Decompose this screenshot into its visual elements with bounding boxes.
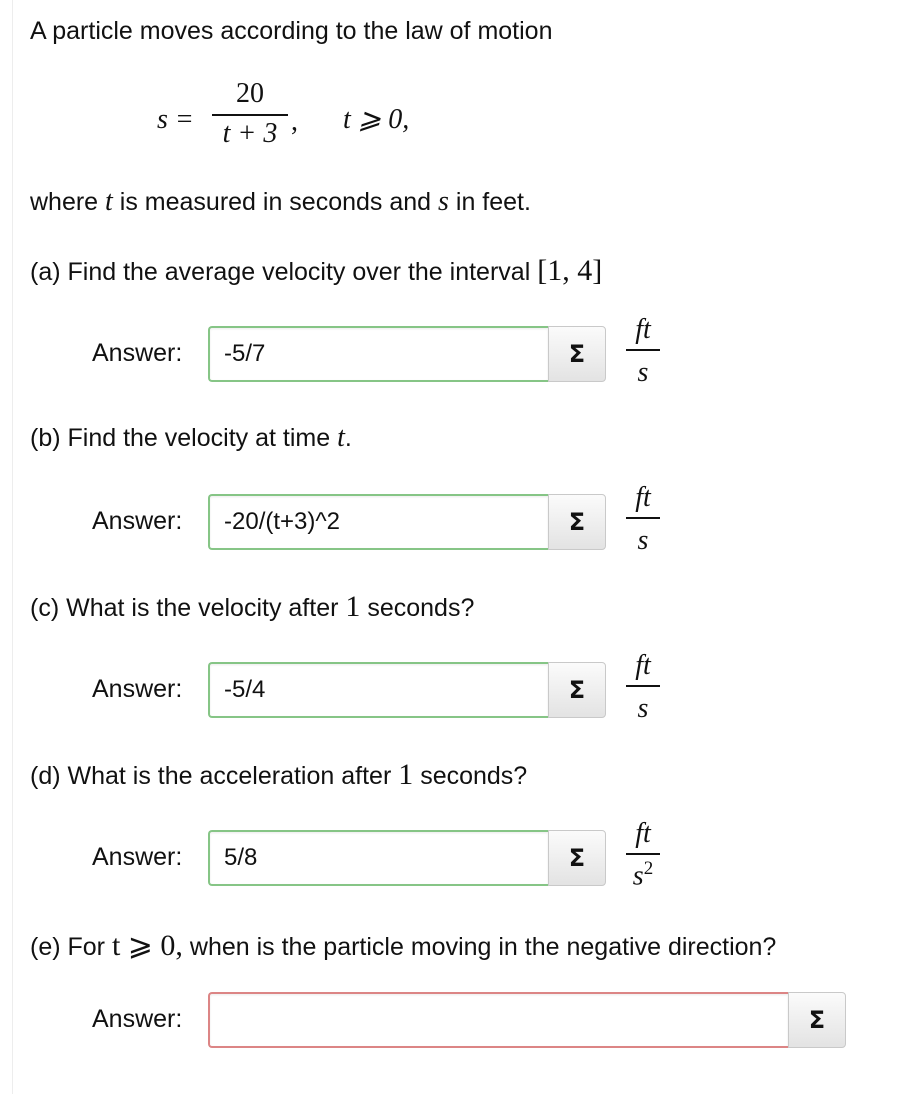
- question-c-prompt: [30, 590, 474, 624]
- question-e-condition: t ⩾ 0,: [111, 929, 183, 962]
- answer-b-unit: [626, 484, 660, 555]
- unit-d-numerator: ft: [635, 818, 651, 849]
- question-c-text: (c) What is the velocity after: [30, 594, 339, 622]
- unit-a-bar: [626, 349, 660, 351]
- question-d-suffix: seconds?: [420, 762, 528, 790]
- where-middle: is measured in seconds and: [119, 188, 432, 216]
- unit-c-denominator: s: [637, 692, 649, 724]
- question-b-text: (b) Find the velocity at time: [30, 424, 331, 452]
- sigma-icon: Σ: [568, 676, 586, 704]
- question-c-value: 1: [345, 590, 361, 623]
- unit-d-bar: [626, 853, 660, 855]
- intro-text: A particle moves according to the law of motion: [30, 17, 553, 45]
- answer-a-unit: [626, 316, 660, 387]
- unit-a-numerator: ft: [635, 314, 651, 345]
- answer-a-input[interactable]: -5/7: [208, 326, 548, 382]
- unit-b-bar: [626, 517, 660, 519]
- formula-lhs: s =: [157, 104, 194, 135]
- question-b-suffix: .: [344, 424, 352, 452]
- answer-a-label: Answer:: [92, 339, 183, 367]
- answer-c-label: Answer:: [92, 675, 183, 703]
- question-c-suffix: seconds?: [367, 594, 475, 622]
- question-b-var: t: [337, 422, 345, 453]
- formula-numerator: 20: [236, 78, 264, 109]
- answer-e-input[interactable]: [208, 992, 788, 1048]
- answer-d-label: Answer:: [92, 843, 183, 871]
- unit-b-numerator: ft: [635, 482, 651, 513]
- answer-b-label: Answer:: [92, 507, 183, 535]
- var-s: s: [438, 186, 449, 217]
- sigma-icon: Σ: [568, 508, 586, 536]
- answer-d-input[interactable]: 5/8: [208, 830, 548, 886]
- answer-c-unit: [626, 652, 660, 723]
- unit-c-numerator: ft: [635, 650, 651, 681]
- where-statement: [30, 186, 531, 218]
- answer-e-label: Answer:: [92, 1005, 183, 1033]
- var-t: t: [105, 186, 113, 217]
- formula-fraction: [212, 80, 288, 148]
- question-a-prompt: [30, 254, 602, 288]
- question-b-prompt: [30, 422, 352, 454]
- formula-denominator: t + 3: [222, 117, 278, 149]
- question-e-suffix: when is the particle moving in the negative direction?: [189, 933, 777, 961]
- question-d-value: 1: [398, 758, 414, 791]
- unit-d-exponent: 2: [643, 857, 654, 879]
- answer-d-equation-editor-button[interactable]: [548, 830, 606, 886]
- answer-b-input[interactable]: -20/(t+3)^2: [208, 494, 548, 550]
- where-prefix: where: [30, 188, 99, 216]
- answer-c-input[interactable]: -5/4: [208, 662, 548, 718]
- answer-e-equation-editor-button[interactable]: [788, 992, 846, 1048]
- sigma-icon: Σ: [808, 1006, 826, 1034]
- unit-d-denominator: [633, 859, 653, 890]
- question-e-prompt: [30, 928, 776, 963]
- unit-b-denominator: s: [637, 524, 649, 556]
- question-d-prompt: [30, 758, 527, 792]
- question-a-interval: [1, 4]: [537, 254, 603, 287]
- fraction-bar: [212, 114, 288, 116]
- unit-a-denominator: s: [637, 356, 649, 388]
- answer-a-equation-editor-button[interactable]: [548, 326, 606, 382]
- sigma-icon: Σ: [568, 340, 586, 368]
- question-d-text: (d) What is the acceleration after: [30, 762, 392, 790]
- answer-d-unit: [626, 820, 660, 890]
- answer-c-equation-editor-button[interactable]: [548, 662, 606, 718]
- sigma-icon: Σ: [568, 844, 586, 872]
- formula-condition: t ⩾ 0,: [343, 104, 410, 135]
- page-border: [12, 0, 13, 1094]
- formula-comma: ,: [291, 106, 298, 137]
- question-e-prefix: (e) For: [30, 933, 105, 961]
- question-a-text: (a) Find the average velocity over the interval: [30, 258, 531, 286]
- unit-c-bar: [626, 685, 660, 687]
- unit-d-base: s: [632, 859, 644, 891]
- where-suffix: in feet.: [455, 188, 531, 216]
- answer-b-equation-editor-button[interactable]: [548, 494, 606, 550]
